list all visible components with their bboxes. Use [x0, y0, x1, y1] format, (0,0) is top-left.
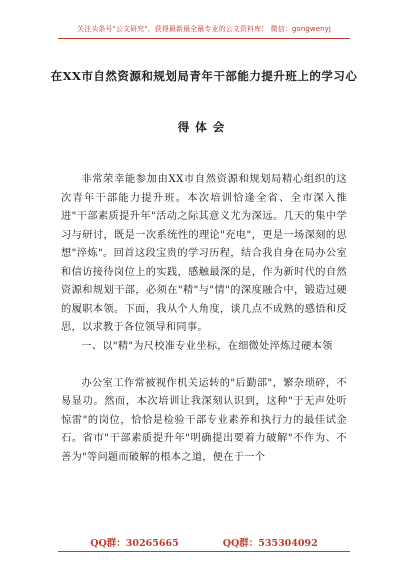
- header-banner: 关注头条号"公文研究"，获得最新最全最专业的公文资料库！ 微信：gongwenyj: [77, 25, 331, 33]
- document-title-continuation: 得体会: [177, 120, 231, 134]
- document-title: 在XX市自然资源和规划局青年干部能力提升班上的学习心: [50, 69, 358, 83]
- header-divider: [58, 38, 350, 39]
- footer-divider: [58, 551, 350, 552]
- body-paragraph: 非常荣幸能参加由XX市自然资源和规划局精心组织的这次青年干部能力提升班。本次培训恰逢全省、全市深入推进"干部素质提升年"活动之际其意义尤为深远。几天的集中学习与研讨，既是一次系统性的理论"充电"，更是一场深刻的思想"淬炼"。回首这段宝贵的学习历程，结合我自身在局办公室和信访接待岗位上的实践，感触最深的是，作为新时代的自然资源和规划干部，必须在"精"与"情"的深度融合中，锻造过硬的履职本领。下面，我从个人角度，谈几点不成熟的感悟和反思，以求教于各位领导和同事。: [61, 174, 347, 333]
- footer-qq-group-1: QQ群：30265665: [90, 538, 179, 549]
- document-body: [61, 171, 347, 467]
- body-paragraph: 办公室工作常被视作机关运转的"后勤部"，繁杂琐碎，不易显功。然而，本次培训让我深刻认识到，这种"于无声处听惊雷"的岗位，恰恰是检验干部专业素养和执行力的最佳试金石。省市"干部素质提升年"明确提出要着力破解"不作为、不善为"等问题而破解的根本之道，便在于一个: [61, 377, 347, 463]
- section-heading: 一、以"精"为尺校准专业坐标，在细微处淬炼过硬本领: [81, 340, 333, 352]
- footer-qq-group-2: QQ群：535304092: [222, 538, 318, 549]
- footer-contacts: [0, 535, 408, 549]
